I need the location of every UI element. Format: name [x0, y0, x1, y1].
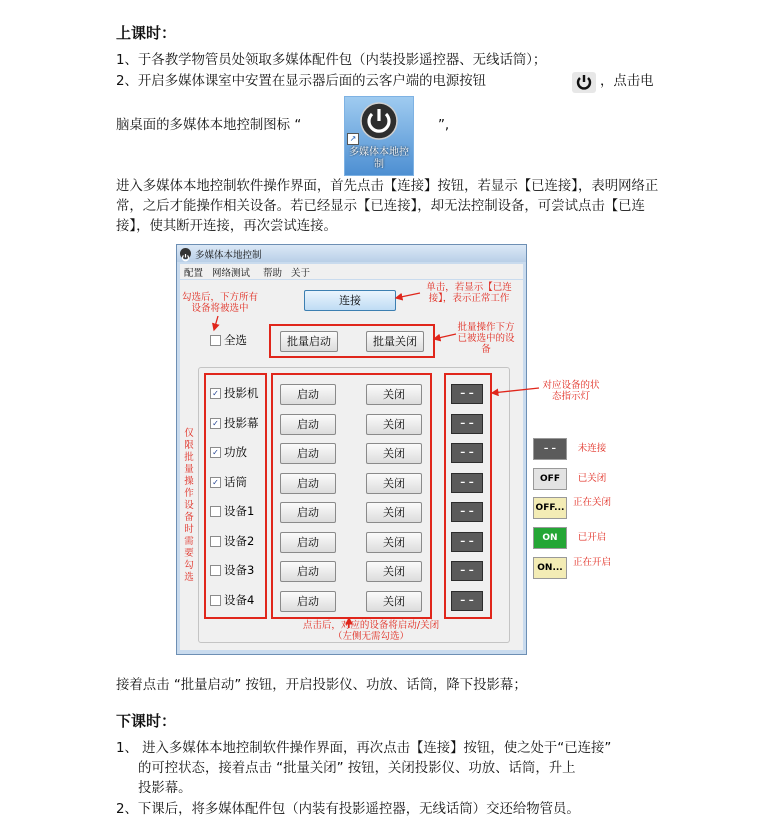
after-paragraph: 接着点击 “批量启动” 按钮，开启投影仪、功放、话筒，降下投影幕； [116, 678, 527, 693]
connect-button[interactable]: 连接 [304, 290, 396, 311]
device-stop-button[interactable]: 关闭 [366, 414, 422, 435]
device-status-indicator: – – [451, 591, 483, 611]
device-label: 话筒 [224, 475, 247, 489]
device-label: 投影幕 [224, 416, 259, 430]
device-start-button[interactable]: 启动 [280, 591, 336, 612]
menu-network-test[interactable]: 网络测试 [212, 268, 251, 279]
device-checkbox[interactable]: ✓ [210, 447, 221, 458]
batch-annotation: 批量操作下方已被选中的设备 [457, 322, 515, 355]
end-step-1-b: 的可控状态，接着点击 “批量关闭” 按钮，关闭投影仪、功放、话筒，升上 [138, 761, 576, 776]
bottom-annotation: 点击后，对应的设备将启动/关闭（左侧无需勾选） [302, 620, 440, 642]
device-stop-button[interactable]: 关闭 [366, 384, 422, 405]
connect-annotation: 单击，若显示【已连接】，表示正常工作 [426, 282, 512, 304]
select-all-annotation: 勾选后，下方所有设备将被选中 [181, 292, 258, 314]
device-start-button[interactable]: 启动 [280, 414, 336, 435]
device-checkbox[interactable]: ✓ [210, 388, 221, 399]
device-start-button[interactable]: 启动 [280, 473, 336, 494]
legend-text: 已关闭 [577, 473, 607, 484]
legend-text: 正在关闭 [572, 497, 611, 508]
device-stop-button[interactable]: 关闭 [366, 502, 422, 523]
legend-text: 已开启 [577, 532, 607, 543]
window-title: 多媒体本地控制 [195, 250, 262, 261]
device-status-indicator: – – [451, 473, 483, 493]
legend-badge: OFF... [533, 497, 567, 519]
device-start-button[interactable]: 启动 [280, 561, 336, 582]
legend-badge: OFF [533, 468, 567, 490]
legend-badge: ON... [533, 557, 567, 579]
device-checkbox[interactable]: ✓ [210, 418, 221, 429]
desktop-shortcut-label: 多媒体本地控制 [349, 147, 409, 170]
device-stop-button[interactable]: 关闭 [366, 561, 422, 582]
batch-stop-button[interactable]: 批量关闭 [366, 331, 424, 352]
section-heading-class-start: 上课时： [116, 24, 177, 42]
device-status-indicator: – – [451, 561, 483, 581]
left-annotation: 仅限批量操作设备时需要勾选 [184, 428, 194, 583]
step-1-text: 1、于各教学物管员处领取多媒体配件包（内装投影遥控器、无线话筒）； [116, 53, 547, 68]
device-label: 设备3 [224, 563, 255, 577]
device-checkbox[interactable]: ✓ [210, 477, 221, 488]
instructions-paragraph: 进入多媒体本地控制软件操作界面，首先点击【连接】按钮，若显示【已连接】，表明网络正常，之后才能操作相关设备。若已经显示【已连接】，却无法控制设备，可尝试点击【已连接】，使其断开连接，再次尝试连接。 [116, 179, 659, 234]
device-stop-button[interactable]: 关闭 [366, 473, 422, 494]
step-2-text-d: ”, [438, 118, 450, 133]
batch-start-button[interactable]: 批量启动 [280, 331, 338, 352]
end-step-1-a: 1、 进入多媒体本地控制软件操作界面，再次点击【连接】按钮，使之处于“已连接” [116, 741, 612, 756]
device-status-indicator: – – [451, 502, 483, 522]
device-status-indicator: – – [451, 414, 483, 434]
device-stop-button[interactable]: 关闭 [366, 443, 422, 464]
device-status-indicator: – – [451, 384, 483, 404]
device-status-indicator: – – [451, 443, 483, 463]
device-stop-button[interactable]: 关闭 [366, 532, 422, 553]
menu-about[interactable]: 关于 [291, 268, 311, 279]
menu-help[interactable]: 帮助 [263, 268, 283, 279]
device-label: 功放 [224, 445, 247, 459]
status-annotation: 对应设备的状态指示灯 [542, 380, 600, 402]
device-start-button[interactable]: 启动 [280, 443, 336, 464]
legend-text: 未连接 [577, 443, 607, 454]
step-2-text-b: ，点击电 [600, 74, 654, 89]
section-heading-class-end: 下课时： [116, 712, 177, 730]
device-stop-button[interactable]: 关闭 [366, 591, 422, 612]
legend-text: 正在开启 [572, 557, 611, 568]
device-start-button[interactable]: 启动 [280, 384, 336, 405]
shortcut-arrow-icon: ↗ [347, 133, 359, 145]
device-start-button[interactable]: 启动 [280, 532, 336, 553]
step-2-text-a: 2、开启多媒体课室中安置在显示器后面的云客户端的电源按钮 [116, 74, 487, 89]
step-2-text-c: 脑桌面的多媒体本地控制图标 “ [116, 118, 302, 133]
select-all-label: 全选 [224, 333, 247, 347]
device-label: 投影机 [224, 386, 259, 400]
legend-badge: – – [533, 438, 567, 460]
menu-config[interactable]: 配置 [184, 268, 204, 279]
end-step-1-c: 投影幕。 [138, 781, 192, 796]
device-start-button[interactable]: 启动 [280, 502, 336, 523]
legend-badge: ON [533, 527, 567, 549]
device-status-indicator: – – [451, 532, 483, 552]
end-step-2: 2、下课后，将多媒体配件包（内装有投影遥控器，无线话筒）交还给物管员。 [116, 802, 580, 817]
device-label: 设备1 [224, 504, 255, 518]
device-label: 设备2 [224, 534, 255, 548]
device-label: 设备4 [224, 593, 255, 607]
